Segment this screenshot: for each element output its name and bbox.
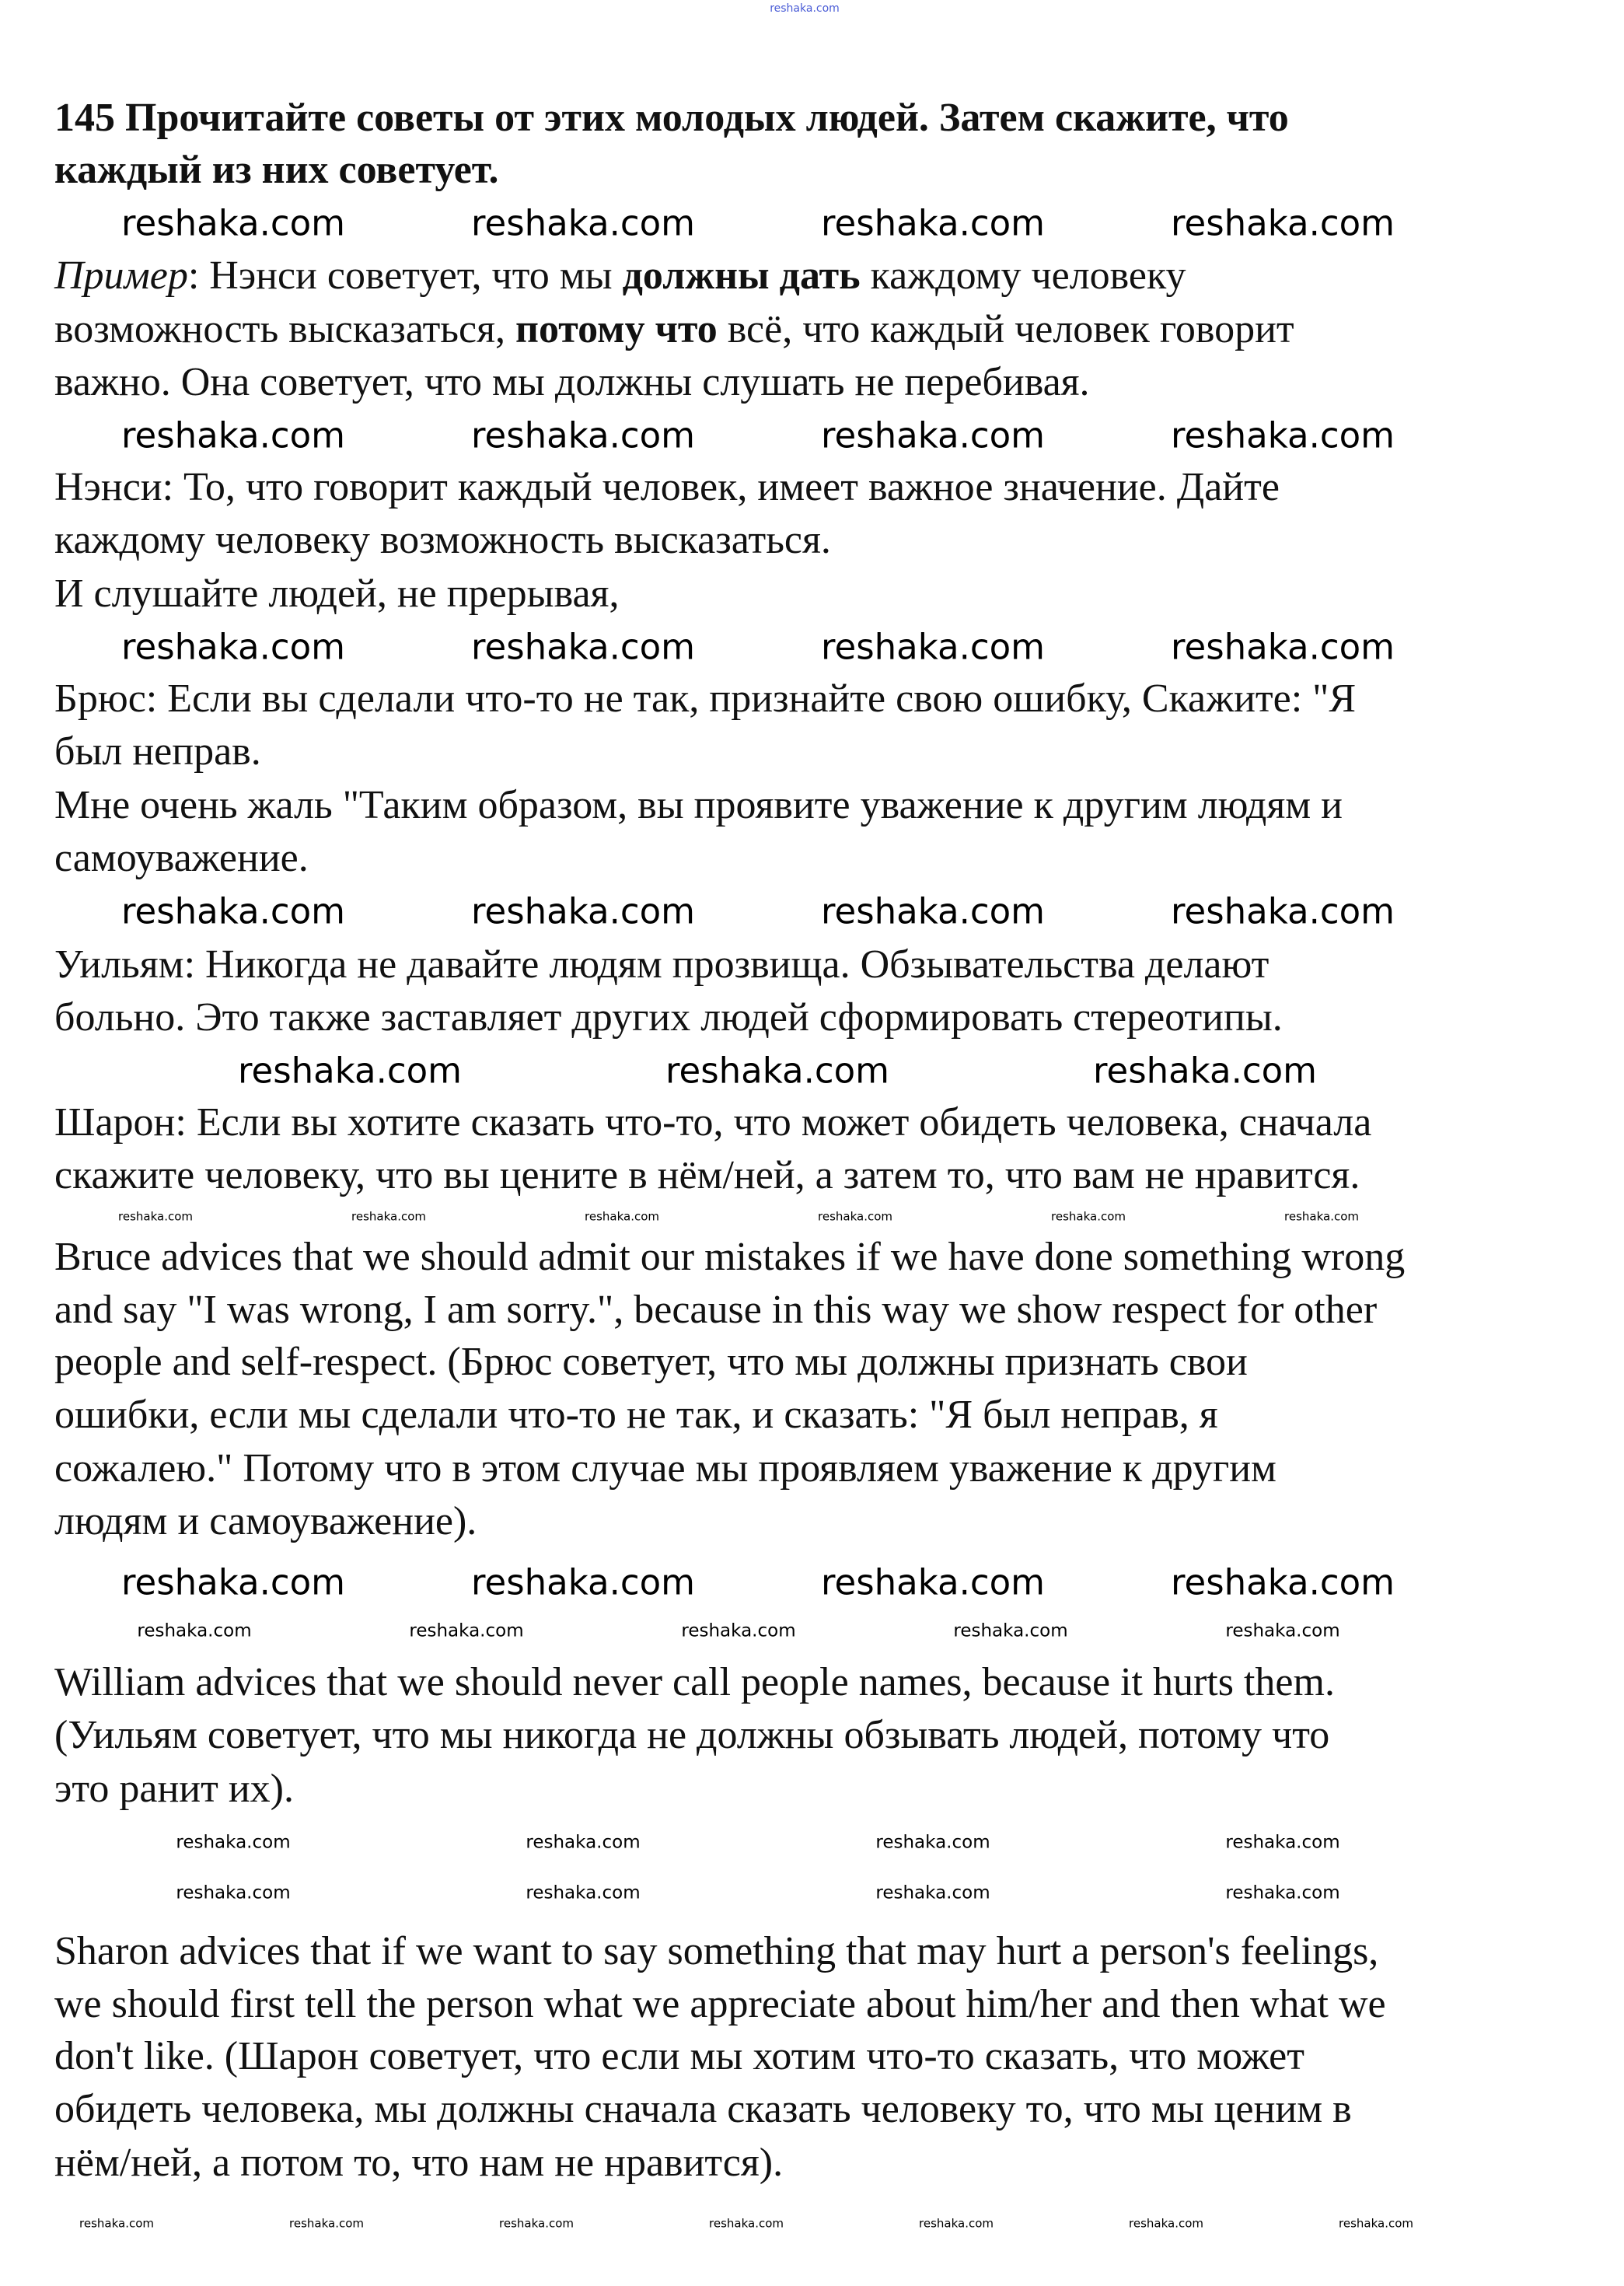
text: : Нэнси советует, что мы — [187, 253, 623, 298]
example-line — [54, 250, 1186, 302]
paragraph-2-line: Уильям: Никогда не давайте людям прозвища. Обзывательства делают — [54, 942, 1270, 987]
paragraph-6-line: Sharon advices that if we want to say something that may hurt a person's feelings, — [54, 1929, 1379, 1973]
watermark: reshaka.com — [79, 2216, 154, 2231]
watermark: reshaka.com — [526, 1832, 641, 1853]
watermark: reshaka.com — [121, 1561, 345, 1603]
example-label: Пример — [54, 253, 188, 298]
watermark: reshaka.com — [238, 1050, 462, 1092]
watermark: reshaka.com — [1051, 1209, 1126, 1224]
watermark: reshaka.com — [919, 2216, 994, 2231]
paragraph-5-line: (Уильям советует, что мы никогда не должны обзывать людей, потому что — [54, 1713, 1330, 1757]
watermark: reshaka.com — [289, 2216, 364, 2231]
exercise-title: 145 Прочитайте советы от этих молодых людей. Затем скажите, что — [54, 96, 1289, 140]
paragraph-6-line: обидеть человека, мы должны сначала сказать человеку то, что мы ценим в — [54, 2087, 1352, 2131]
paragraph-6-line: don't like. (Шарон советует, что если мы хотим что-то сказать, что может — [54, 2034, 1304, 2078]
watermark: reshaka.com — [1339, 2216, 1413, 2231]
paragraph-0-line: И слушайте людей, не прерывая, — [54, 572, 620, 616]
watermark: reshaka.com — [821, 1561, 1045, 1603]
watermark: reshaka.com — [821, 202, 1045, 244]
emphasis: потому что — [515, 307, 718, 351]
watermark: reshaka.com — [1171, 890, 1395, 932]
paragraph-1-line: Брюс: Если вы сделали что-то не так, признайте свою ошибку, Скажите: "Я — [54, 676, 1357, 721]
paragraph-4-line: and say "I was wrong, I am sorry.", because in this way we show respect for other — [54, 1288, 1378, 1332]
paragraph-5-line: это ранит их). — [54, 1767, 294, 1811]
paragraph-1-line: Мне очень жаль "Таким образом, вы проявите уважение к другим людям и — [54, 783, 1343, 827]
paragraph-4-line: людям и самоуважение). — [54, 1499, 477, 1543]
watermark: reshaka.com — [1284, 1209, 1359, 1224]
paragraph-6-line: нём/ней, а потом то, что нам не нравится). — [54, 2141, 784, 2185]
exercise-title: каждый из них советует. — [54, 148, 499, 192]
paragraph-4-line: people and self-respect. (Брюс советует, что мы должны признать свои — [54, 1340, 1248, 1384]
text: всё, что каждый человек говорит — [717, 307, 1294, 351]
text: каждому человеку — [860, 253, 1186, 298]
watermark: reshaka.com — [121, 626, 345, 668]
example-line: важно. Она советует, что мы должны слушать не перебивая. — [54, 360, 1090, 404]
watermark: reshaka.com — [526, 1882, 641, 1903]
watermark: reshaka.com — [1225, 1832, 1340, 1853]
watermark: reshaka.com — [121, 414, 345, 456]
emphasis: должны дать — [622, 253, 861, 298]
paragraph-1-line: самоуважение. — [54, 836, 309, 880]
paragraph-4-line: Bruce advices that we should admit our mistakes if we have done something wrong — [54, 1235, 1406, 1279]
watermark: reshaka.com — [770, 2, 840, 15]
watermark: reshaka.com — [585, 1209, 659, 1224]
paragraph-4-line: сожалею." Потому что в этом случае мы проявляем уважение к другим — [54, 1446, 1276, 1491]
text: возможность высказаться, — [54, 307, 516, 351]
watermark: reshaka.com — [118, 1209, 193, 1224]
paragraph-0-line: каждому человеку возможность высказаться. — [54, 518, 831, 562]
watermark: reshaka.com — [681, 1620, 796, 1641]
watermark: reshaka.com — [1171, 626, 1395, 668]
paragraph-0-line: Нэнси: То, что говорит каждый человек, имеет важное значение. Дайте — [54, 465, 1280, 509]
watermark: reshaka.com — [176, 1832, 291, 1853]
paragraph-5-line: William advices that we should never call people names, because it hurts them. — [54, 1660, 1335, 1704]
watermark: reshaka.com — [1171, 414, 1395, 456]
paragraph-4-line: ошибки, если мы сделали что-то не так, и сказать: "Я был неправ, я — [54, 1393, 1218, 1437]
watermark: reshaka.com — [137, 1620, 252, 1641]
watermark: reshaka.com — [351, 1209, 426, 1224]
watermark: reshaka.com — [953, 1620, 1068, 1641]
watermark: reshaka.com — [471, 1561, 695, 1603]
watermark: reshaka.com — [821, 890, 1045, 932]
watermark: reshaka.com — [1093, 1050, 1317, 1092]
watermark: reshaka.com — [471, 626, 695, 668]
example-line — [54, 303, 1294, 356]
watermark: reshaka.com — [409, 1620, 524, 1641]
paragraph-3-line: скажите человеку, что вы цените в нём/ней, а затем то, что вам не нравится. — [54, 1153, 1360, 1197]
paragraph-2-line: больно. Это также заставляет других людей сформировать стереотипы. — [54, 995, 1283, 1040]
watermark: reshaka.com — [471, 414, 695, 456]
watermark: reshaka.com — [1225, 1620, 1340, 1641]
watermark: reshaka.com — [471, 202, 695, 244]
paragraph-6-line: we should first tell the person what we appreciate about him/her and then what we — [54, 1982, 1386, 2026]
watermark: reshaka.com — [665, 1050, 889, 1092]
watermark: reshaka.com — [499, 2216, 574, 2231]
watermark: reshaka.com — [1129, 2216, 1203, 2231]
watermark: reshaka.com — [176, 1882, 291, 1903]
watermark: reshaka.com — [121, 202, 345, 244]
watermark: reshaka.com — [1171, 1561, 1395, 1603]
watermark: reshaka.com — [471, 890, 695, 932]
watermark: reshaka.com — [875, 1832, 990, 1853]
paragraph-1-line: был неправ. — [54, 729, 261, 774]
watermark: reshaka.com — [875, 1882, 990, 1903]
watermark: reshaka.com — [1171, 202, 1395, 244]
watermark: reshaka.com — [1225, 1882, 1340, 1903]
watermark: reshaka.com — [821, 626, 1045, 668]
paragraph-3-line: Шарон: Если вы хотите сказать что-то, что может обидеть человека, сначала — [54, 1100, 1372, 1145]
watermark: reshaka.com — [818, 1209, 892, 1224]
watermark: reshaka.com — [821, 414, 1045, 456]
watermark: reshaka.com — [121, 890, 345, 932]
watermark: reshaka.com — [709, 2216, 784, 2231]
